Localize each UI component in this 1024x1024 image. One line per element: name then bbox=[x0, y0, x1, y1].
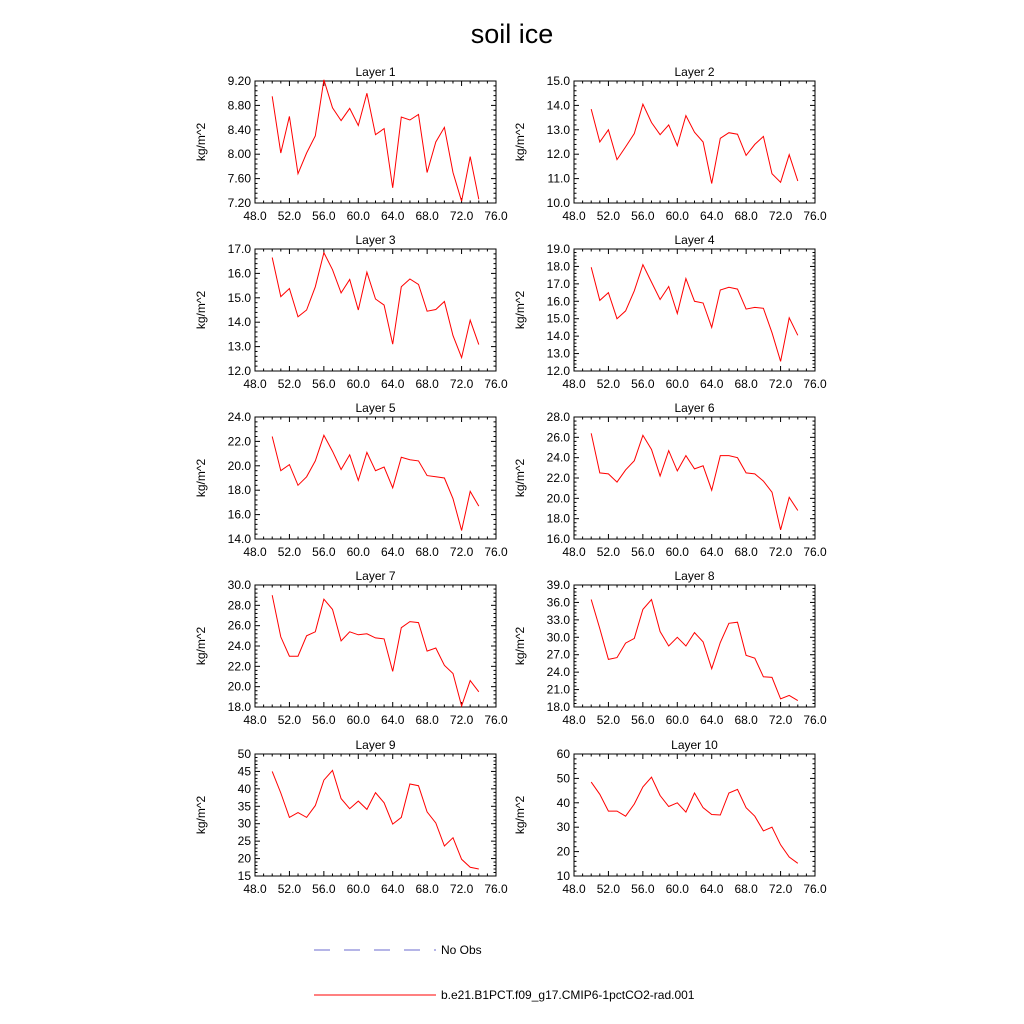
y-tick-label: 12.0 bbox=[546, 147, 570, 162]
series-line bbox=[591, 600, 798, 701]
x-tick-label: 60.0 bbox=[665, 882, 689, 896]
y-tick-label: 17.0 bbox=[546, 276, 570, 291]
y-tick-label: 27.0 bbox=[546, 647, 570, 662]
x-tick-label: 72.0 bbox=[768, 209, 793, 223]
x-tick-label: 56.0 bbox=[631, 209, 655, 223]
y-tick-label: 11.0 bbox=[547, 171, 570, 186]
x-tick-label: 68.0 bbox=[734, 545, 758, 559]
series-line bbox=[272, 80, 479, 201]
y-tick-label: 36.0 bbox=[546, 595, 570, 610]
legend bbox=[314, 943, 695, 1002]
x-tick-label: 76.0 bbox=[803, 377, 827, 391]
x-tick-label: 68.0 bbox=[734, 882, 758, 896]
x-tick-label: 60.0 bbox=[346, 209, 370, 223]
series-line bbox=[272, 435, 479, 530]
y-axis-label: kg/m^2 bbox=[513, 458, 527, 498]
panel-title: Layer 3 bbox=[355, 233, 396, 247]
x-tick-label: 52.0 bbox=[277, 377, 302, 391]
series-line bbox=[591, 777, 798, 863]
y-tick-label: 20.0 bbox=[227, 679, 251, 694]
y-tick-label: 14.0 bbox=[227, 315, 251, 330]
x-tick-label: 64.0 bbox=[381, 545, 405, 559]
figure-title: soil ice bbox=[470, 19, 554, 49]
y-tick-label: 50 bbox=[556, 771, 570, 786]
y-tick-label: 18.0 bbox=[227, 700, 251, 714]
y-tick-label: 13.0 bbox=[546, 346, 570, 361]
y-tick-label: 20.0 bbox=[227, 458, 251, 473]
y-tick-label: 24.0 bbox=[227, 639, 251, 653]
y-tick-label: 35 bbox=[237, 799, 251, 814]
x-tick-label: 56.0 bbox=[312, 209, 336, 223]
y-tick-label: 8.40 bbox=[227, 122, 251, 137]
x-tick-label: 48.0 bbox=[243, 882, 267, 896]
plot-frame bbox=[574, 585, 815, 707]
x-tick-label: 56.0 bbox=[312, 377, 336, 391]
x-tick-label: 64.0 bbox=[381, 713, 405, 727]
x-tick-label: 68.0 bbox=[415, 545, 439, 559]
y-tick-label: 14.0 bbox=[546, 329, 570, 344]
y-tick-label: 22.0 bbox=[227, 659, 251, 674]
y-tick-label: 10 bbox=[556, 869, 570, 883]
x-tick-label: 72.0 bbox=[768, 377, 793, 391]
panel-layer-10 bbox=[513, 738, 827, 896]
y-tick-label: 50 bbox=[237, 747, 251, 761]
x-tick-label: 76.0 bbox=[484, 882, 508, 896]
x-tick-label: 72.0 bbox=[768, 882, 793, 896]
y-tick-label: 19.0 bbox=[546, 242, 570, 256]
panel-layer-8 bbox=[513, 569, 827, 727]
x-tick-label: 52.0 bbox=[596, 713, 621, 727]
y-tick-label: 30.0 bbox=[546, 630, 570, 645]
panel-title: Layer 8 bbox=[674, 569, 715, 583]
y-tick-label: 18.0 bbox=[546, 511, 570, 526]
y-tick-label: 14.0 bbox=[227, 532, 251, 546]
panel-title: Layer 4 bbox=[674, 233, 715, 247]
legend-no-obs-label: No Obs bbox=[441, 943, 482, 957]
panel-title: Layer 6 bbox=[674, 401, 715, 415]
x-tick-label: 68.0 bbox=[734, 209, 758, 223]
x-tick-label: 52.0 bbox=[596, 545, 621, 559]
plot-frame bbox=[574, 754, 815, 876]
x-tick-label: 52.0 bbox=[596, 882, 621, 896]
y-tick-label: 24.0 bbox=[546, 665, 570, 680]
y-tick-label: 18.0 bbox=[227, 483, 251, 498]
x-tick-label: 64.0 bbox=[700, 713, 724, 727]
x-tick-label: 60.0 bbox=[665, 713, 689, 727]
x-tick-label: 52.0 bbox=[277, 882, 302, 896]
y-tick-label: 45 bbox=[237, 764, 251, 779]
y-axis-label: kg/m^2 bbox=[194, 626, 208, 666]
x-tick-label: 76.0 bbox=[484, 713, 508, 727]
y-tick-label: 9.20 bbox=[227, 74, 251, 88]
panel-layer-7 bbox=[194, 569, 508, 727]
series-line bbox=[272, 253, 479, 358]
y-tick-label: 12.0 bbox=[546, 364, 570, 378]
series-line bbox=[272, 770, 479, 869]
x-tick-label: 68.0 bbox=[734, 377, 758, 391]
y-tick-label: 16.0 bbox=[227, 266, 251, 281]
x-tick-label: 72.0 bbox=[449, 713, 474, 727]
x-tick-label: 60.0 bbox=[665, 209, 689, 223]
x-tick-label: 72.0 bbox=[768, 713, 793, 727]
x-tick-label: 76.0 bbox=[803, 545, 827, 559]
x-tick-label: 48.0 bbox=[562, 545, 586, 559]
x-tick-label: 48.0 bbox=[562, 713, 586, 727]
panel-layer-6 bbox=[513, 401, 827, 559]
y-tick-label: 15.0 bbox=[546, 311, 570, 326]
x-tick-label: 48.0 bbox=[243, 377, 267, 391]
panel-layer-3 bbox=[194, 233, 508, 391]
x-tick-label: 56.0 bbox=[312, 545, 336, 559]
x-tick-label: 52.0 bbox=[277, 209, 302, 223]
panel-layer-5 bbox=[194, 401, 508, 559]
y-tick-label: 25 bbox=[237, 834, 251, 849]
x-tick-label: 60.0 bbox=[346, 713, 370, 727]
panel-title: Layer 2 bbox=[674, 65, 715, 79]
y-tick-label: 30 bbox=[556, 820, 570, 835]
y-tick-label: 14.0 bbox=[546, 98, 570, 113]
legend-model-label: b.e21.B1PCT.f09_g17.CMIP6-1pctCO2-rad.001 bbox=[441, 988, 695, 1002]
y-axis-label: kg/m^2 bbox=[513, 122, 527, 162]
panel-layer-2 bbox=[513, 65, 827, 223]
panel-layer-9 bbox=[194, 738, 508, 896]
x-tick-label: 64.0 bbox=[700, 377, 724, 391]
x-tick-label: 48.0 bbox=[562, 377, 586, 391]
y-tick-label: 20 bbox=[237, 851, 251, 866]
y-tick-label: 22.0 bbox=[227, 434, 251, 449]
y-tick-label: 24.0 bbox=[227, 410, 251, 424]
plot-frame bbox=[255, 585, 496, 707]
x-tick-label: 60.0 bbox=[346, 882, 370, 896]
y-tick-label: 13.0 bbox=[546, 122, 570, 137]
plot-frame bbox=[574, 249, 815, 371]
x-tick-label: 56.0 bbox=[631, 882, 655, 896]
y-tick-label: 20 bbox=[556, 844, 570, 859]
x-tick-label: 72.0 bbox=[449, 545, 474, 559]
panel-title: Layer 10 bbox=[671, 738, 718, 752]
y-tick-label: 26.0 bbox=[546, 430, 570, 445]
y-tick-label: 30 bbox=[237, 816, 251, 831]
y-tick-label: 39.0 bbox=[546, 578, 570, 592]
y-tick-label: 33.0 bbox=[546, 612, 570, 627]
series-line bbox=[591, 265, 798, 362]
x-tick-label: 64.0 bbox=[381, 377, 405, 391]
y-tick-label: 17.0 bbox=[227, 242, 251, 256]
y-tick-label: 15.0 bbox=[546, 74, 570, 88]
y-tick-label: 16.0 bbox=[546, 532, 570, 546]
x-tick-label: 68.0 bbox=[415, 209, 439, 223]
x-tick-label: 52.0 bbox=[596, 209, 621, 223]
y-axis-label: kg/m^2 bbox=[513, 290, 527, 330]
series-line bbox=[591, 104, 798, 183]
x-tick-label: 64.0 bbox=[700, 209, 724, 223]
x-tick-label: 64.0 bbox=[700, 882, 724, 896]
x-tick-label: 76.0 bbox=[803, 713, 827, 727]
plot-frame bbox=[255, 754, 496, 876]
x-tick-label: 76.0 bbox=[484, 209, 508, 223]
y-tick-label: 8.80 bbox=[227, 98, 251, 113]
y-tick-label: 40 bbox=[237, 781, 251, 796]
panels bbox=[194, 65, 827, 896]
x-tick-label: 64.0 bbox=[700, 545, 724, 559]
series-line bbox=[272, 595, 479, 706]
series-line bbox=[591, 433, 798, 530]
panel-title: Layer 1 bbox=[355, 65, 396, 79]
x-tick-label: 48.0 bbox=[243, 713, 267, 727]
y-axis-label: kg/m^2 bbox=[194, 795, 208, 835]
x-tick-label: 76.0 bbox=[803, 209, 827, 223]
y-axis-label: kg/m^2 bbox=[194, 122, 208, 162]
y-axis-label: kg/m^2 bbox=[194, 290, 208, 330]
x-tick-label: 72.0 bbox=[449, 882, 474, 896]
x-tick-label: 76.0 bbox=[484, 377, 508, 391]
x-tick-label: 56.0 bbox=[631, 545, 655, 559]
x-tick-label: 60.0 bbox=[665, 545, 689, 559]
y-axis-label: kg/m^2 bbox=[513, 795, 527, 835]
y-tick-label: 15.0 bbox=[227, 290, 251, 305]
x-tick-label: 48.0 bbox=[243, 209, 267, 223]
y-tick-label: 22.0 bbox=[546, 471, 570, 485]
x-tick-label: 72.0 bbox=[449, 209, 474, 223]
y-tick-label: 7.20 bbox=[227, 196, 251, 210]
y-tick-label: 28.0 bbox=[227, 598, 251, 613]
x-tick-label: 68.0 bbox=[415, 377, 439, 391]
panel-layer-4 bbox=[513, 233, 827, 391]
y-axis-label: kg/m^2 bbox=[513, 626, 527, 666]
x-tick-label: 68.0 bbox=[415, 713, 439, 727]
x-tick-label: 52.0 bbox=[596, 377, 621, 391]
y-tick-label: 26.0 bbox=[227, 618, 251, 633]
y-tick-label: 13.0 bbox=[227, 339, 251, 354]
panel-layer-1 bbox=[194, 65, 508, 223]
y-axis-label: kg/m^2 bbox=[194, 458, 208, 498]
y-tick-label: 18.0 bbox=[546, 700, 570, 714]
x-tick-label: 64.0 bbox=[381, 882, 405, 896]
x-tick-label: 76.0 bbox=[803, 882, 827, 896]
x-tick-label: 48.0 bbox=[243, 545, 267, 559]
x-tick-label: 60.0 bbox=[665, 377, 689, 391]
y-tick-label: 28.0 bbox=[546, 410, 570, 424]
y-tick-label: 12.0 bbox=[227, 364, 251, 378]
x-tick-label: 48.0 bbox=[562, 209, 586, 223]
y-tick-label: 30.0 bbox=[227, 578, 251, 592]
y-tick-label: 24.0 bbox=[546, 450, 570, 465]
x-tick-label: 68.0 bbox=[415, 882, 439, 896]
x-tick-label: 72.0 bbox=[768, 545, 793, 559]
panel-title: Layer 9 bbox=[355, 738, 396, 752]
x-tick-label: 48.0 bbox=[562, 882, 586, 896]
y-tick-label: 16.0 bbox=[227, 507, 251, 522]
y-tick-label: 8.00 bbox=[227, 147, 251, 162]
y-tick-label: 60 bbox=[556, 747, 570, 761]
x-tick-label: 72.0 bbox=[449, 377, 474, 391]
x-tick-label: 52.0 bbox=[277, 713, 302, 727]
x-tick-label: 56.0 bbox=[631, 713, 655, 727]
x-tick-label: 52.0 bbox=[277, 545, 302, 559]
y-tick-label: 21.0 bbox=[546, 682, 570, 697]
y-tick-label: 20.0 bbox=[546, 491, 570, 506]
plot-frame bbox=[574, 81, 815, 203]
x-tick-label: 56.0 bbox=[312, 882, 336, 896]
x-tick-label: 56.0 bbox=[312, 713, 336, 727]
x-tick-label: 68.0 bbox=[734, 713, 758, 727]
x-tick-label: 64.0 bbox=[381, 209, 405, 223]
y-tick-label: 18.0 bbox=[546, 259, 570, 274]
y-tick-label: 10.0 bbox=[546, 196, 570, 210]
plot-frame bbox=[255, 81, 496, 203]
y-tick-label: 7.60 bbox=[227, 171, 251, 186]
x-tick-label: 76.0 bbox=[484, 545, 508, 559]
x-tick-label: 60.0 bbox=[346, 377, 370, 391]
x-tick-label: 56.0 bbox=[631, 377, 655, 391]
y-tick-label: 15 bbox=[237, 869, 251, 883]
panel-title: Layer 5 bbox=[355, 401, 396, 415]
panel-title: Layer 7 bbox=[355, 569, 396, 583]
plot-frame bbox=[255, 417, 496, 539]
x-tick-label: 60.0 bbox=[346, 545, 370, 559]
y-tick-label: 40 bbox=[556, 795, 570, 810]
y-tick-label: 16.0 bbox=[546, 294, 570, 309]
